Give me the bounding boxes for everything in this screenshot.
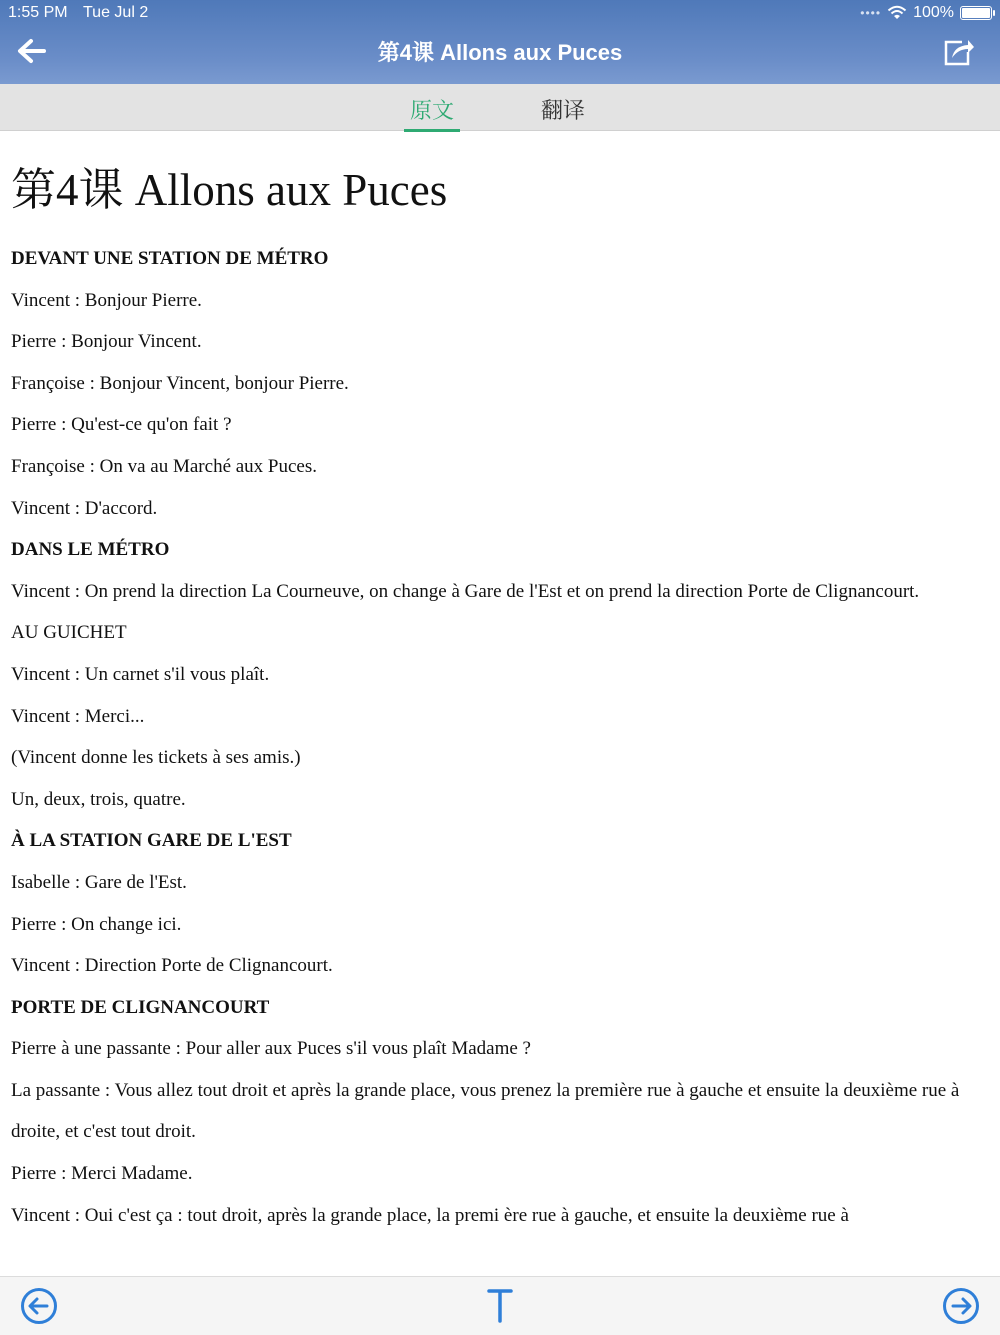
section-heading: PORTE DE CLIGNANCOURT [11, 996, 270, 1018]
dialogue-line: Vincent : Merci... [11, 705, 145, 727]
dialogue-line: Pierre : Qu'est-ce qu'on fait ? [11, 414, 232, 436]
dialogue-line: Françoise : Bonjour Vincent, bonjour Pierre. [11, 372, 349, 394]
dialogue-line: Pierre : Merci Madame. [11, 1163, 193, 1185]
bottom-toolbar [0, 1276, 1000, 1335]
dialogue-line: Vincent : Bonjour Pierre. [11, 289, 202, 311]
dialogue-line: AU GUICHET [11, 622, 127, 644]
tab-bar [0, 84, 1000, 131]
dialogue-line: Vincent : Oui c'est ça : tout droit, après la grande place, la premi ère rue à gauche, et ensuite la deuxième rue à [11, 1204, 849, 1226]
battery-percent: 100% [913, 4, 954, 21]
status-bar [0, 0, 1000, 26]
status-right [860, 4, 992, 22]
tab-original[interactable]: 原文 [404, 94, 460, 132]
lesson-lines [11, 238, 991, 1236]
font-size-button[interactable] [486, 1285, 514, 1325]
previous-lesson-button[interactable] [20, 1287, 58, 1325]
section-heading: DANS LE MÉTRO [11, 539, 170, 561]
lesson-content[interactable] [11, 130, 991, 1276]
wifi-icon [887, 5, 907, 21]
section-heading: À LA STATION GARE DE L'EST [11, 830, 292, 852]
status-date: Tue Jul 2 [83, 4, 149, 21]
text-format-icon [486, 1285, 514, 1325]
dialogue-line: Françoise : On va au Marché aux Puces. [11, 455, 318, 477]
header-title: 第4课 Allons aux Puces [377, 40, 623, 65]
dialogue-line: Pierre : Bonjour Vincent. [11, 331, 202, 353]
navigation-header [0, 0, 1000, 84]
dialogue-line: Pierre : On change ici. [11, 913, 182, 935]
next-lesson-button[interactable] [942, 1287, 980, 1325]
signal-dots-icon: •••• [860, 6, 882, 20]
status-time: 1:55 PM [8, 4, 68, 21]
share-icon [942, 36, 976, 68]
dialogue-line: Vincent : Direction Porte de Clignancourt. [11, 955, 333, 977]
dialogue-line: Vincent : On prend la direction La Courneuve, on change à Gare de l'Est et on prend la direction Porte de Clignancourt. [11, 580, 920, 602]
tab-translation[interactable]: 翻译 [541, 98, 586, 123]
dialogue-line: Vincent : D'accord. [11, 497, 158, 519]
dialogue-line: Isabelle : Gare de l'Est. [11, 871, 187, 893]
dialogue-line: Vincent : Un carnet s'il vous plaît. [11, 663, 270, 685]
battery-icon [960, 6, 992, 20]
section-heading: DEVANT UNE STATION DE MÉTRO [11, 248, 329, 269]
lesson-title: 第4课 Allons aux Puces [11, 165, 448, 215]
share-button[interactable] [942, 36, 976, 68]
dialogue-line: Un, deux, trois, quatre. [11, 788, 186, 810]
dialogue-line: Pierre à une passante : Pour aller aux Puces s'il vous plaît Madame ? [11, 1038, 531, 1060]
dialogue-line: (Vincent donne les tickets à ses amis.) [11, 747, 301, 769]
circle-arrow-right-icon [942, 1287, 980, 1325]
dialogue-line: La passante : Vous allez tout droit et après la grande place, vous prenez la première rue à gauche et ensuite la deuxième rue à droite, et c'est tout droit. [11, 1079, 960, 1143]
circle-arrow-left-icon [20, 1287, 58, 1325]
